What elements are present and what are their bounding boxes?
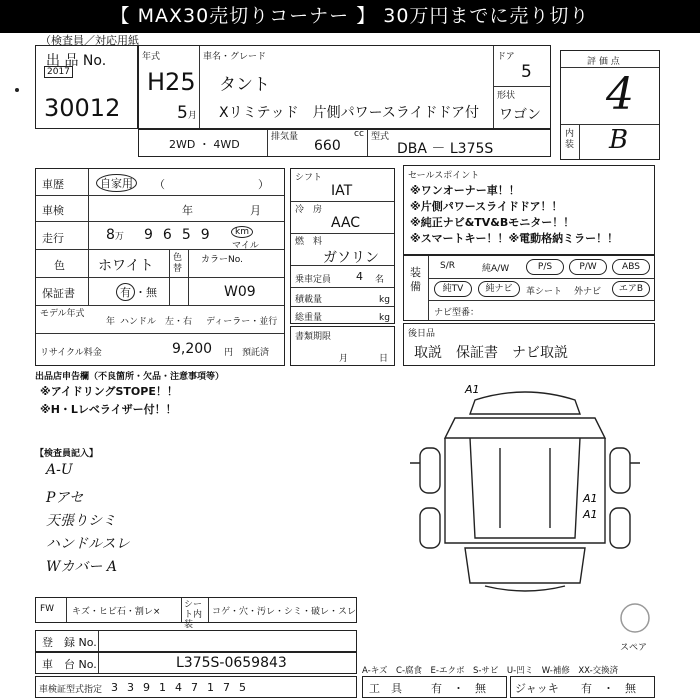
mark-front: A1	[465, 383, 480, 396]
year-value: H25	[147, 68, 196, 96]
mechanical-block: シフト IAT 冷 房 AAC 燃 料 ガソリン 乗車定員 4 名 積載量 kg 総重量 kg	[290, 168, 395, 324]
shape-label: 形状	[497, 91, 516, 101]
inspection-label: 車検	[42, 204, 64, 217]
after-list: 取説 保証書 ナビ取説	[414, 345, 568, 361]
load-label: 積載量	[295, 295, 323, 305]
lot-number: 30012	[44, 94, 121, 122]
chassis-row: 車 台 No. L375S-0659843	[35, 652, 357, 674]
docs-label: 書類期限	[295, 332, 332, 342]
month-value: 5月	[177, 103, 197, 123]
inspection-row: 車検証型式指定 339147175	[35, 676, 357, 698]
history-label: 車歴	[42, 178, 64, 191]
shape: ワゴン	[499, 107, 541, 123]
equip-navi: 純ナビ	[478, 281, 520, 297]
equipment-label: 装備	[410, 266, 421, 293]
capacity: 4	[356, 270, 363, 283]
type-label: 型式	[371, 132, 390, 142]
spec-row	[138, 129, 551, 157]
fuel: ガソリン	[323, 250, 379, 266]
banner: 【 MAX30売切りコーナー 】 30万円までに売り切り	[0, 0, 700, 33]
ac-label: 冷 房	[295, 205, 323, 215]
fw-row: FW キズ・ヒビ石・割レ× シート内装 コゲ・穴・汚レ・シミ・破レ・スレ	[35, 597, 357, 623]
equip-abs: ABS	[612, 259, 650, 275]
mileage-digits: 9659	[144, 227, 220, 243]
recycle-label: リサイクル料金	[40, 348, 102, 358]
jack-row: ジャッキ 有 ・ 無	[510, 676, 655, 698]
damage-legend: A-キズ C-腐食 E-エクボ S-サビ U-凹ミ W-補修 XX-交換済	[362, 666, 619, 676]
handle: ハンドル 左・右	[120, 317, 193, 327]
after-title: 後日品	[408, 329, 436, 339]
car-diagram	[405, 378, 645, 603]
warranty-yes: 有	[116, 283, 135, 301]
notes-title: 出品店申告欄（不良箇所・欠品・注意事項等）	[35, 372, 225, 382]
vehicle-box	[138, 45, 551, 129]
model-year-label: モデル年式	[40, 309, 85, 319]
color-change-label: 色替	[173, 253, 183, 274]
color-no: W09	[224, 284, 256, 300]
door-label: ドア	[497, 52, 515, 62]
lot-box	[35, 45, 138, 129]
interior-value: B	[609, 125, 629, 155]
drive: 2WD ・ 4WD	[169, 138, 240, 151]
disp-label: 排気量	[271, 132, 299, 142]
name-label: 車名・グレード	[203, 52, 267, 62]
fuel-label: 燃 料	[295, 237, 323, 247]
color-value: ホワイト	[98, 258, 154, 274]
score-label: 評 価 点	[587, 57, 620, 67]
sales-points: セールスポイント ※ワンオーナー車！！ ※片側パワースライドドア！！ ※純正ナビ&TV&Bモニター！！ ※スマートキー！！※電動格納ミラー！！	[403, 165, 655, 255]
reg-row: 登 録 No.	[35, 630, 357, 652]
interior-label: 内装	[565, 129, 575, 150]
score-box	[560, 50, 660, 160]
lot-label: 出 品 No.	[46, 53, 107, 69]
km-unit: km	[231, 226, 253, 238]
mark-side-2: A1	[583, 508, 598, 521]
displacement: 660	[314, 138, 341, 154]
dealer: ディーラー・並行	[206, 317, 278, 327]
history-block: 車歴 自家用 （ ） 車検 年 月 走行 8万 9659 km マイル 色 ホワイト 色替 カラーNo. W09 保証書 有 ・無 モデル年式 年 ハンドル 左・右 ディーラー・並行 リサイクル料金 9,200 円 預託済	[35, 168, 285, 366]
after-items	[403, 323, 655, 366]
tools-row: 工 具 有 ・ 無	[362, 676, 507, 698]
equip-tv: 純TV	[434, 281, 472, 297]
equipment: 装備 S/R 純A/W P/S P/W ABS 純TV 純ナビ 革シート 外ナビ エアB ナビ型番：	[403, 255, 655, 321]
fw-value: キズ・ヒビ石・割レ×	[72, 607, 161, 617]
model-code: DBA － L375S	[397, 141, 494, 157]
mileage-label: 走行	[42, 232, 64, 245]
spare-label: スペア	[620, 643, 648, 653]
docs-block: 書類期限 月 日	[290, 326, 395, 366]
doors: 5	[521, 62, 532, 82]
car-name: タント	[219, 75, 270, 95]
lot-year: 2017	[44, 66, 73, 78]
gross-label: 総重量	[295, 313, 323, 323]
sales-title: セールスポイント	[408, 171, 480, 181]
recycle-value: 9,200	[172, 341, 213, 357]
inspector-title: 【検査員記入】	[35, 449, 99, 459]
dot-mark	[15, 88, 19, 92]
navi-type: ナビ型番：	[434, 308, 480, 318]
grade: Xリミテッド 片側パワースライドドア付	[219, 105, 480, 121]
seat-value: コゲ・穴・汚レ・シミ・破レ・スレ	[212, 607, 357, 617]
year-label: 年式	[142, 52, 161, 62]
equip-pw: P/W	[569, 259, 607, 275]
color-no-label: カラーNo.	[201, 255, 243, 265]
ac: AAC	[331, 215, 361, 231]
top-note: （検査員／対応用紙	[40, 34, 139, 47]
chassis-number: L375S-0659843	[176, 655, 287, 671]
mileage-man: 8万	[106, 227, 124, 243]
score-value: 4	[606, 69, 634, 120]
equip-ps: P/S	[526, 259, 564, 275]
equip-airbag: エアB	[612, 281, 650, 297]
shift-label: シフト	[295, 173, 323, 183]
mark-side-1: A1	[583, 492, 598, 505]
shift: IAT	[331, 183, 353, 199]
warranty-label: 保証書	[42, 287, 75, 300]
spare-circle	[615, 600, 655, 640]
capacity-label: 乗車定員	[295, 275, 332, 285]
cc-unit: cc	[354, 129, 364, 139]
color-label: 色	[54, 259, 65, 272]
history-value: 自家用	[96, 174, 137, 192]
